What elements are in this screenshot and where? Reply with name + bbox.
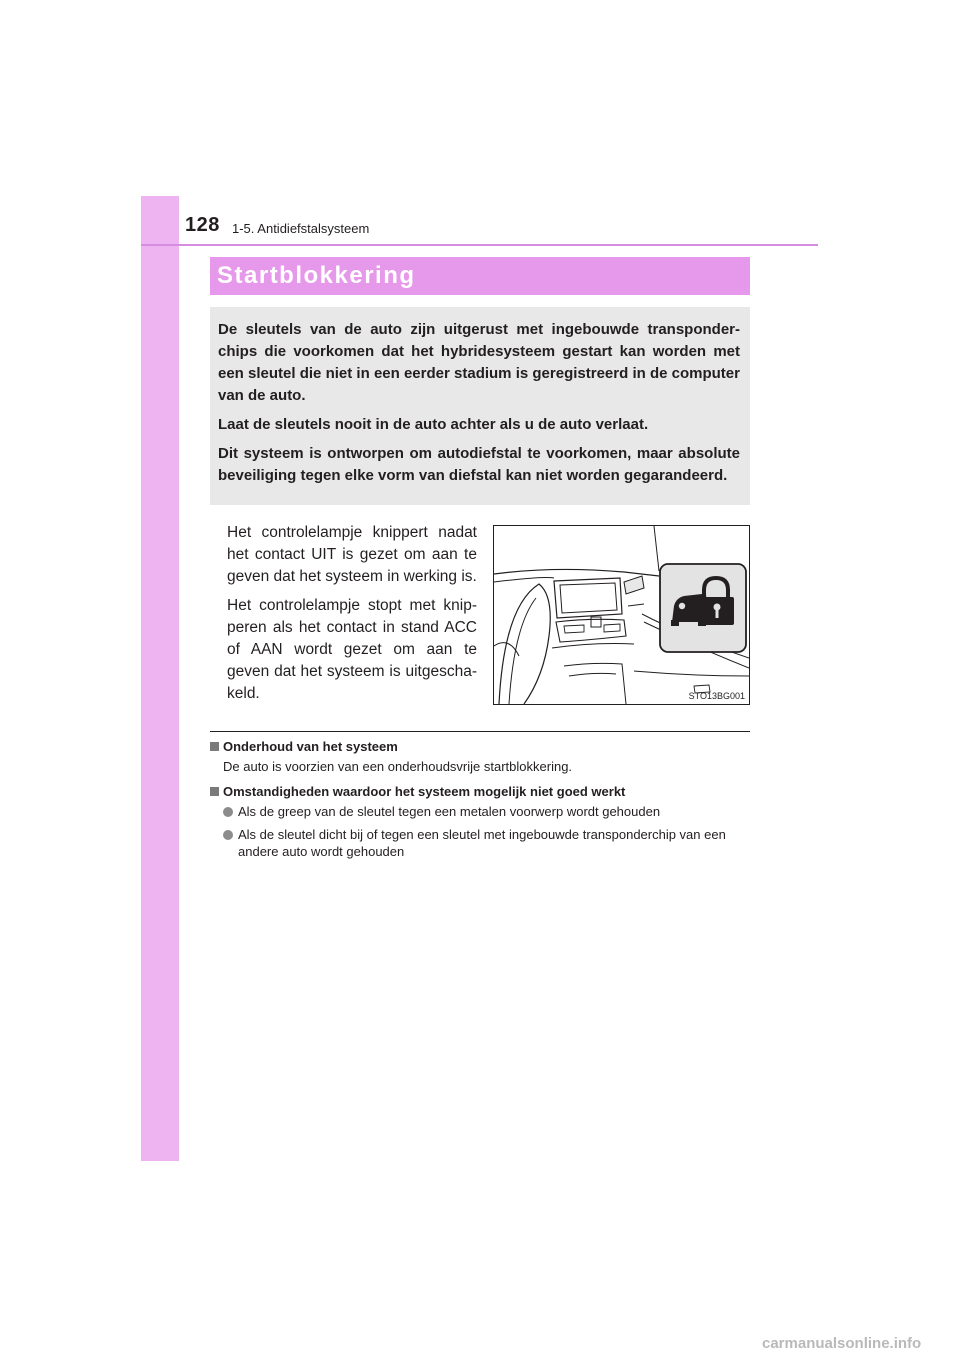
- circle-bullet-icon: [223, 807, 233, 817]
- square-bullet-icon: [210, 742, 219, 751]
- list-item-text: Als de greep van de sleutel tegen een metalen voorwerp wordt gehouden: [238, 804, 661, 819]
- watermark: carmanualsonline.info: [762, 1335, 922, 1352]
- square-bullet-icon: [210, 787, 219, 796]
- body-text: [227, 522, 477, 712]
- car-lock-indicator-icon: [658, 562, 748, 654]
- page-title: Startblokkering: [217, 262, 416, 289]
- list-item: [223, 826, 755, 860]
- page-number: 128: [185, 214, 220, 236]
- note-heading-text: Omstandigheden waardoor het systeem mogelijk niet goed werkt: [223, 784, 626, 799]
- title-bar: [210, 257, 750, 295]
- note-text: De auto is voorzien van een onderhoudsvrije startblokkering.: [223, 759, 573, 774]
- body-paragraph: Het controlelampje knippert nadat het contact UIT is gezet om aan te geven dat het systeem in werking is.: [227, 524, 477, 585]
- figure-code: STO13BG001: [688, 691, 745, 701]
- list-item-text: Als de sleutel dicht bij of tegen een sleutel met ingebouwde transponderchip van een andere auto wordt gehouden: [238, 827, 726, 859]
- notes-section: [210, 738, 755, 866]
- side-band: [141, 196, 179, 1161]
- list-item: [223, 803, 755, 820]
- intro-paragraph: De sleutels van de auto zijn uitgerust met ingebouwde transponder-chips die voorkomen dat het hybridesysteem gestart kan worden met een sleutel die niet in een eerder stadium is geregistreerd in de computer van de auto.: [218, 321, 740, 404]
- intro-paragraph: Laat de sleutels nooit in de auto achter als u de auto verlaat.: [218, 416, 649, 433]
- note-divider: [210, 731, 750, 732]
- intro-paragraph: Dit systeem is ontworpen om autodiefstal te voorkomen, maar absolute beveiliging tegen elke vorm van diefstal kan niet worden gegarandeerd.: [218, 445, 740, 484]
- circle-bullet-icon: [223, 830, 233, 840]
- intro-box: [210, 307, 750, 505]
- dashboard-illustration: [493, 525, 750, 705]
- running-head: 1-5. Antidiefstalsysteem: [232, 221, 370, 236]
- header-rule: [141, 244, 818, 246]
- note-heading-conditions: [210, 783, 755, 800]
- body-paragraph: Het controlelampje stopt met knip-peren als het contact in stand ACC of AAN wordt gezet om aan te geven dat het systeem is uitgescha-keld.: [227, 597, 477, 702]
- note-heading-text: Onderhoud van het systeem: [223, 739, 398, 754]
- note-heading-maintenance: [210, 738, 755, 755]
